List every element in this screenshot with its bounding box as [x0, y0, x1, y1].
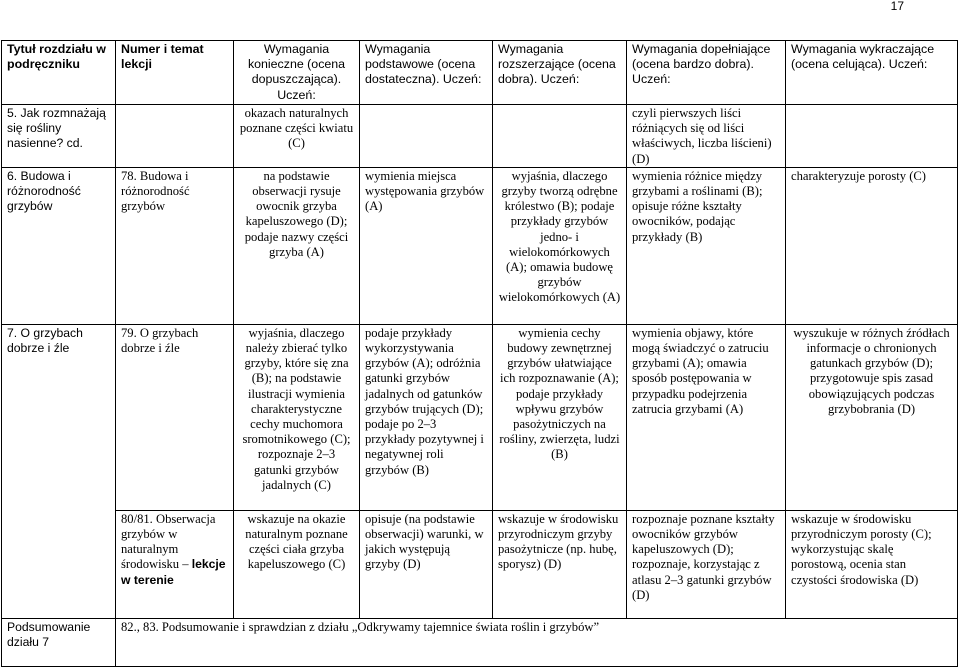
cell-chapter: 7. O grzybach dobrze i źle	[2, 324, 116, 618]
cell-supplementary: rozpoznaje poznane kształty owocników grzybów kapeluszowych (D); rozpoznaje, korzystając z atlasu 2–3 gatunki grzybów (D)	[627, 510, 786, 618]
cell-lesson: 79. O grzybach dobrze i źle	[116, 324, 234, 510]
cell-extended	[493, 105, 627, 168]
cell-extended: wskazuje w środowisku przyrodniczym grzyby pasożytnicze (np. hubę, sporysz) (D)	[493, 510, 627, 618]
table-row	[2, 105, 958, 168]
cell-supplementary: wymienia objawy, które mogą świadczyć o zatruciu grzybami (A); omawia sposób postępowania w przypadku podejrzenia zatrucia grzybami (A)	[627, 324, 786, 510]
lesson-title-emphasis: lekcje w terenie	[121, 557, 226, 587]
table-row	[2, 324, 958, 510]
cell-basic: wymienia miejsca występowania grzybów (A)	[360, 167, 493, 324]
cell-basic: podaje przykłady wykorzystywania grzybów (A); odróżnia gatunki grzybów jadalnych od gatunków grzybów trujących (D); podaje po 2–3 przykłady pozytywnej i negatywnej roli grzybów (B)	[360, 324, 493, 510]
header-req-supplementary: Wymagania dopełniające (ocena bardzo dobra). Uczeń:	[627, 41, 786, 105]
header-req-essential: Wymagania konieczne (ocena dopuszczająca). Uczeń:	[234, 41, 360, 105]
cell-essential: wyjaśnia, dlaczego należy zbierać tylko grzyby, które się zna (B); na podstawie ilustracji wymienia charakterystyczne cechy muchomora sromotnikowego (C); rozpoznaje 2–3 gatunki grzybów jadalnych (C)	[234, 324, 360, 510]
cell-beyond	[786, 105, 958, 168]
cell-lesson: 78. Budowa i różnorodność grzybów	[116, 167, 234, 324]
cell-chapter: 6. Budowa i różnorodność grzybów	[2, 167, 116, 324]
cell-extended: wymienia cechy budowy zewnętrznej grzybów ułatwiające ich rozpoznawanie (A); podaje przykłady wpływu grzybów pasożytniczych na rośliny, zwierzęta, ludzi (B)	[493, 324, 627, 510]
summary-cell: 82., 83. Podsumowanie i sprawdzian z działu „Odkrywamy tajemnice świata roślin i grzybów”	[116, 618, 958, 666]
cell-extended: wyjaśnia, dlaczego grzyby tworzą odrębne królestwo (B); podaje przykłady grzybów jedno- i wielokomórkowych (A); omawia budowę grzybów wielokomórkowych (A)	[493, 167, 627, 324]
page-number: 17	[890, 0, 904, 13]
lesson-title: 80/81. Obserwacja grzybów w naturalnym środowisku –	[121, 511, 216, 572]
header-req-beyond: Wymagania wykraczające (ocena celująca). Uczeń:	[786, 41, 958, 105]
cell-lesson	[116, 105, 234, 168]
table-row	[2, 618, 958, 666]
cell-beyond: wskazuje w środowisku przyrodniczym porosty (C); wykorzystując skalę porostową, ocenia stan czystości środowiska (D)	[786, 510, 958, 618]
table-row	[2, 167, 958, 324]
cell-beyond: wyszukuje w różnych źródłach informacje o chronionych gatunkach grzybów (D); przygotowuje spis zasad obowiązujących podczas grzybobrania (D)	[786, 324, 958, 510]
cell-beyond: charakteryzuje porosty (C)	[786, 167, 958, 324]
cell-lesson	[116, 510, 234, 618]
header-chapter: Tytuł rozdziału w podręczniku	[2, 41, 116, 105]
cell-basic	[360, 105, 493, 168]
header-req-basic: Wymagania podstawowe (ocena dostateczna). Uczeń:	[360, 41, 493, 105]
cell-supplementary: czyli pierwszych liści różniących się od liści właściwych, liczba liścieni) (D)	[627, 105, 786, 168]
cell-essential: okazach naturalnych poznane części kwiatu (C)	[234, 105, 360, 168]
cell-essential: na podstawie obserwacji rysuje owocnik grzyba kapeluszowego (D); podaje nazwy części grzyba (A)	[234, 167, 360, 324]
cell-chapter: 5. Jak rozmnażają się rośliny nasienne? cd.	[2, 105, 116, 168]
cell-supplementary: wymienia różnice między grzybami a roślinami (B); opisuje różne kształty owocników, podając przykłady (B)	[627, 167, 786, 324]
cell-basic: opisuje (na podstawie obserwacji) warunki, w jakich występują grzyby (D)	[360, 510, 493, 618]
header-row	[2, 41, 958, 105]
header-req-extended: Wymagania rozszerzające (ocena dobra). Uczeń:	[493, 41, 627, 105]
cell-essential: wskazuje na okazie naturalnym poznane części ciała grzyba kapeluszowego (C)	[234, 510, 360, 618]
cell-chapter: Podsumowanie działu 7	[2, 618, 116, 666]
table-row	[2, 510, 958, 618]
header-lesson: Numer i temat lekcji	[116, 41, 234, 105]
requirements-table	[1, 40, 958, 667]
